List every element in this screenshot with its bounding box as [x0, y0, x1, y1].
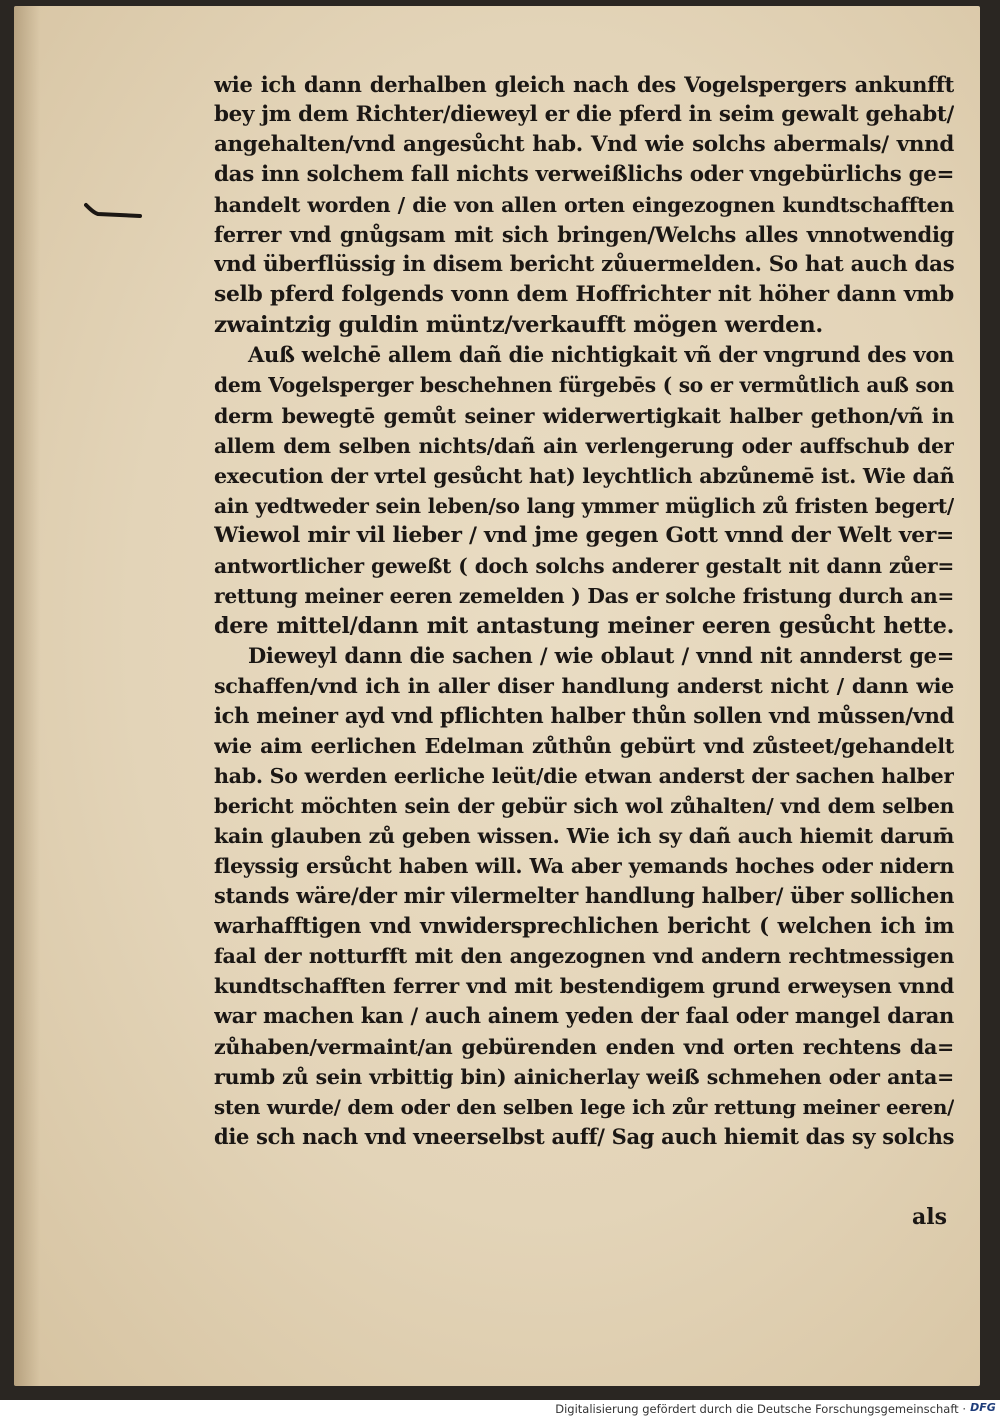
- text-line: allem dem selben nichts/dañ ain verlengerung oder auffschub der: [214, 433, 954, 458]
- text-line: execution der vrtel gesůcht hat) leychtlich abzůnemē ist. Wie dañ: [214, 463, 954, 488]
- text-line: fleyssig ersůcht haben will. Wa aber yemands hoches oder nidern: [214, 854, 954, 879]
- text-line: bericht möchten sein der gebür sich wol zůhalten/ vnd dem selben: [214, 794, 954, 819]
- marginal-pen-mark: [84, 199, 144, 223]
- text-line: Auß welchē allem dañ die nichtigkait vñ der vngrund des von: [248, 342, 954, 368]
- text-line: faal der notturfft mit den angezognen vnd andern rechtmessigen: [214, 944, 954, 969]
- text-line: sten wurde/ dem oder den selben lege ich zůr rettung meiner eeren/: [214, 1094, 954, 1119]
- body-text: [214, 70, 954, 1152]
- page-gutter-shadow: [14, 6, 40, 1386]
- text-line: derm bewegtē gemůt seiner widerwertigkait halber gethon/vñ in: [214, 403, 954, 428]
- text-line: kundtschafften ferrer vnd mit bestendigem grund erweysen vnnd: [214, 974, 954, 999]
- text-line: hab. So werden eerliche leüt/die etwan anderst der sachen halber: [214, 764, 954, 789]
- text-line: rumb zů sein vrbittig bin) ainicherlay weiß schmehen oder anta=: [214, 1064, 954, 1089]
- text-line: ich meiner ayd vnd pflichten halber thůn sollen vnd můssen/vnd: [214, 702, 954, 728]
- text-line: rettung meiner eeren zemelden ) Das er solche fristung durch an=: [214, 583, 954, 608]
- text-line: Dieweyl dann die sachen / wie oblaut / vnnd nit annderst ge=: [248, 642, 954, 668]
- text-line: wie aim eerlichen Edelman zůthůn gebürt vnd zůsteet/gehandelt: [214, 734, 954, 759]
- text-line: schaffen/vnd ich in aller diser handlung anderst nicht / dann wie: [214, 673, 954, 698]
- text-line: das inn solchem fall nichts verweißlichs oder vngebürlichs ge=: [214, 162, 954, 188]
- funding-credit: Digitalisierung gefördert durch die Deutsche Forschungsgemeinschaft ·: [555, 1402, 966, 1416]
- text-line: die sch nach vnd vneerselbst auff/ Sag auch hiemit das sy solchs: [214, 1123, 954, 1149]
- text-line: selb pferd folgends vonn dem Hoffrichter nit höher dann vmb: [214, 282, 954, 308]
- text-line: angehalten/vnd angesůcht hab. Vnd wie solchs abermals/ vnnd: [214, 132, 954, 158]
- text-line: warhafftigen vnd vnwidersprechlichen bericht ( welchen ich im: [214, 913, 954, 939]
- text-line: zwaintzig guldin müntz/verkaufft mögen werden.: [214, 312, 823, 339]
- text-line: war machen kan / auch ainem yeden der faal oder mangel daran: [214, 1003, 954, 1029]
- text-line: stands wäre/der mir vilermelter handlung halber/ über sollichen: [214, 883, 954, 909]
- text-line: vnd überflüssig in disem bericht zůuermelden. So hat auch das: [214, 252, 954, 278]
- text-line: ferrer vnd gnůgsam mit sich bringen/Welchs alles vnnotwendig: [214, 222, 954, 248]
- text-line: antwortlicher geweßt ( doch solchs anderer gestalt nit dann zůer=: [214, 553, 954, 578]
- text-line: dem Vogelsperger beschehnen fürgebēs ( so er vermůtlich auß son: [214, 373, 954, 398]
- text-line: wie ich dann derhalben gleich nach des Vogelspergers ankunfft: [214, 72, 954, 97]
- text-line: handelt worden / die von allen orten eingezognen kundtschafften: [214, 193, 954, 218]
- text-line: kain glauben zů geben wissen. Wie ich sy dañ auch hiemit darum̄: [214, 824, 954, 849]
- text-line: Wiewol mir vil lieber / vnd jme gegen Gott vnnd der Welt ver=: [214, 522, 954, 548]
- text-line: bey jm dem Richter/dieweyl er die pferd in seim gewalt gehabt/: [214, 102, 954, 128]
- catchword: als: [912, 1204, 947, 1230]
- text-line: ain yedtweder sein leben/so lang ymmer müglich zů fristen begert/: [214, 493, 954, 518]
- text-line: dere mittel/dann mit antastung meiner eeren gesůcht hette.: [214, 612, 954, 639]
- text-line: zůhaben/vermaint/an gebürenden enden vnd orten rechtens da=: [214, 1034, 954, 1059]
- dfg-logo[interactable]: DFG: [970, 1401, 996, 1414]
